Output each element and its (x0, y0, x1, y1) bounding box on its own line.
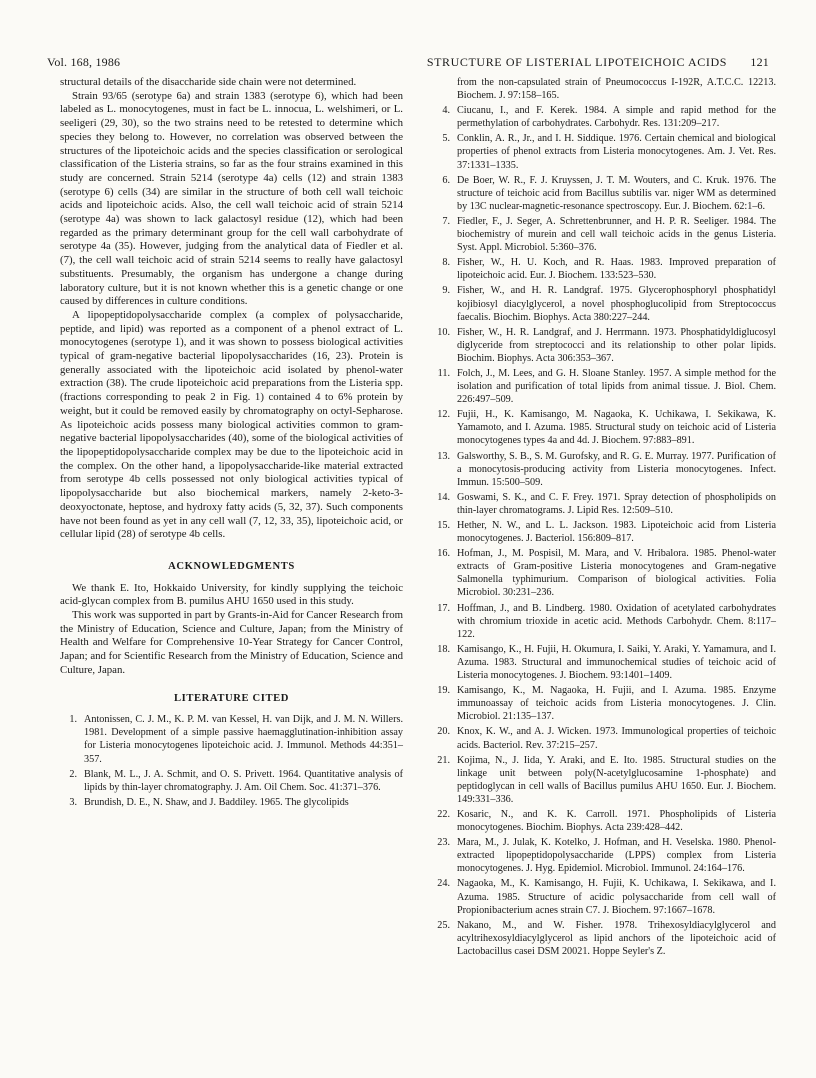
reference-item: 1. Antonissen, C. J. M., K. P. M. van Kessel, H. van Dijk, and J. M. N. Willers. 1981. Development of a simple passive haemagglutination-inhibition assay for Listeria monocytogenes lipoteichoic acid. J. Immunol. Methods 44:351–357. (69, 714, 403, 765)
reference-item: 19. Kamisango, K., M. Nagaoka, H. Fujii, and I. Azuma. 1985. Enzyme immunoassay of teichoic acids from Listeria monocytogenes. J. Clin. Microbiol. 21:135–137. (437, 685, 776, 723)
reference-item: 14. Goswami, S. K., and C. F. Frey. 1971. Spray detection of phospholipids on thin-layer chromatograms. J. Lipid Res. 12:509–510. (437, 491, 776, 516)
reference-list-left (60, 713, 403, 809)
reference-item: 6. De Boer, W. R., F. J. Kruyssen, J. T. M. Wouters, and C. Kruk. 1976. The structure of teichoic acid from Bacillus subtilis var. niger WM as determined by 13C nuclear-magnetic-resonance spectroscopy. Eur. J. Biochem. 62:1–6. (442, 174, 776, 212)
reference-item: 4. Ciucanu, I., and F. Kerek. 1984. A simple and rapid method for the permethylation of carbohydrates. Carbohydr. Res. 131:209–217. (442, 105, 776, 130)
reference-item: 11. Folch, J., M. Lees, and G. H. Sloane Stanley. 1957. A simple method for the isolation and purification of total lipids from animal tissue. J. Biol. Chem. 226:497–509. (437, 367, 776, 406)
body-paragraph-2: Strain 93/65 (serotype 6a) and strain 1383 (serotype 6), which had been labeled as L. monocytogenes, must in fact be L. innocua, L. welshimeri, or L. seeligeri (29, 30), so the two strains need to be retested to determine which species they belong to. However, no correlation was observed between the structures of the lipoteichoic acids and the species classification or serological classification of the Listeria strains, so far as the four strains examined in this study are concerned. Strain 5214 (serotype 4a) cells (12) and strain 1383 (serotype 6) cells (34) are similar in the structure of both cell wall teichoic acids and lipoteichoic acids. Also, the cell wall teichoic acid of strain 5214 (serotype 4a) was shown to lack galactosyl residue (12), which had been regarded as the primary determinant group for the cell wall carbohydrate of serotype 4a (35). However, judging from the analytical data of Fiedler et al. (7), the cell wall teichoic acid of strain 5214 seems to really have galactosyl substituents. Presumably, the organism has undergone a change during laboratory culture, but it is not known whether this is a genetic change or one caused by differences in culture conditions. (60, 89, 403, 308)
reference-item: 9. Fisher, W., and H. R. Landgraf. 1975. Glycerophosphoryl phosphatidyl kojibiosyl diacylglycerol, a novel phosphoglucolipid from Streptococcus faecalis. Biochim. Biophys. Acta 380:227–244. (442, 285, 776, 323)
reference-item: 24. Nagaoka, M., K. Kamisango, H. Fujii, K. Uchikawa, I. Sekikawa, and I. Azuma. 1985. Structure of acidic polysaccharide from cell wall of Propionibacterium acnes strain C7. J. Biochem. 97:1667–1678. (437, 878, 776, 916)
reference-list-right (433, 76, 776, 958)
reference-item: 17. Hoffman, J., and B. Lindberg. 1980. Oxidation of acetylated carbohydrates with chromium trioxide in acetic acid. Methods Carbohydr. Chem. 8:117–122. (437, 602, 776, 640)
volume-label: Vol. 168, 1986 (47, 55, 121, 69)
running-header (47, 55, 769, 73)
body-paragraph-3: A lipopeptidopolysaccharide complex (a complex of polysaccharide, peptide, and lipid) was reported as a component of a phenol extract of L. monocytogenes (serotype 1), and it was shown to possess biological activities typical of gram-negative bacterial lipopolysaccharides (16, 23). Protein is generally associated with the lipoteichoic acid isolated by phenol-water extraction (38). The crude lipoteichoic acid preparations from the Listeria spp. (fractions corresponding to peak 2 in Fig. 1) contained 4 to 6% protein by weight, but it could be removed easily by chromatography on octyl-Sepharose. As lipoteichoic acids possess many biological activities common to gram-negative bacterial lipopolysaccharides (40), some of the biological activities of the lipopeptidopolysaccharide complex may be due to the lipoteichoic acid in the complex. On the other hand, a lipopolysaccharide-like material extracted from serotype 4b cells possessed not only biological activities typical of lipopolysaccharide but also biochemical markers, namely 2-keto-3-deoxyoctonate, heptose, and hydroxy fatty acids (5, 32, 37). Such components have not been found as yet in any cell wall (7, 12, 33, 35), lipoteichoic acid, or cellular lipid (28) of serotype 4b cells. (60, 308, 403, 541)
right-column (433, 76, 776, 960)
reference-item: 20. Knox, K. W., and A. J. Wicken. 1973. Immunological properties of teichoic acids. Bacteriol. Rev. 37:215–257. (437, 726, 776, 751)
reference-item: 8. Fisher, W., H. U. Koch, and R. Haas. 1983. Improved preparation of lipoteichoic acid. Eur. J. Biochem. 133:523–530. (442, 257, 776, 282)
reference-item: 23. Mara, M., J. Julak, K. Kotelko, J. Hofman, and H. Veselska. 1980. Phenol-extracted lipopeptidopolysaccharide (LPPS) complex from Listeria monocytogenes. J. Hyg. Epidemiol. Microbiol. Immunol. 24:164–176. (437, 837, 776, 875)
reference-item: 2. Blank, M. L., J. A. Schmit, and O. S. Privett. 1964. Quantitative analysis of lipids by thin-layer chromatography. J. Am. Oil Chem. Soc. 41:371–376. (69, 768, 403, 793)
page-number: 121 (750, 55, 769, 69)
acknowledgments-heading: ACKNOWLEDGMENTS (168, 560, 295, 572)
reference-item: 25. Nakano, M., and W. Fisher. 1978. Trihexosyldiacylglycerol and acyltrihexosyldiacylglycerol as lipid anchors of the lipoteichoic acid of Lactobacillus casei DSM 20021. Hoppe Seyler's Z. (437, 919, 776, 957)
acknowledgments-paragraph-1: We thank E. Ito, Hokkaido University, for kindly supplying the teichoic acid-glycan complex from B. pumilus AHU 1650 used in this study. (60, 581, 403, 608)
running-title: STRUCTURE OF LISTERIAL LIPOTEICHOIC ACIDS (426, 55, 727, 69)
left-column (60, 76, 403, 811)
reference-item: 12. Fujii, H., K. Kamisango, M. Nagaoka, K. Uchikawa, I. Sekikawa, K. Yamamoto, and I. Azuma. 1985. Structural study on teichoic acid of Listeria monocytogenes types 4a and 4d. J. Biochem. 97:883–891. (437, 409, 776, 447)
reference-item: 15. Hether, N. W., and L. L. Jackson. 1983. Lipoteichoic acid from Listeria monocytogenes. J. Bacteriol. 156:809–817. (437, 520, 776, 545)
reference-item: 22. Kosaric, N., and K. K. Carroll. 1971. Phospholipids of Listeria monocytogenes. Biochim. Biophys. Acta 239:428–442. (437, 808, 776, 834)
reference-item: 7. Fiedler, F., J. Seger, A. Schrettenbrunner, and H. P. R. Seeliger. 1984. The biochemistry of murein and cell wall teichoic acids in the genus Listeria. Syst. Appl. Microbiol. 5:360–376. (442, 215, 776, 254)
reference-continuation: from the non-capsulated strain of Pneumococcus I-192R, A.T.C.C. 12213. Biochem. J. 97:158–165. (457, 77, 776, 102)
literature-cited-heading: LITERATURE CITED (173, 692, 290, 704)
reference-item: 16. Hofman, J., M. Pospisil, M. Mara, and V. Hribalora. 1985. Phenol-water extracts of Gram-positive Listeria monocytogenes and Gram-negative Salmonella typhimurium. Comparison of biological activities. Folia Microbiol. 30:231–236. (437, 548, 776, 599)
acknowledgments-paragraph-2: This work was supported in part by Grants-in-Aid for Cancer Research from the Ministry of Education, Science and Culture, Japan; from the Ministry of Health and Welfare for Comprehensive 10-Year Strategy for Cancer Control, Japan; and for Scientific Research from the Ministry of Education, Science and Culture, Japan. (60, 609, 403, 676)
reference-item: 10. Fisher, W., H. R. Landgraf, and J. Herrmann. 1973. Phosphatidyldiglucosyl diglyceride from streptococci and its relationship to other polar lipids. Biochim. Biophys. Acta 306:353–367. (437, 326, 776, 364)
reference-item: 13. Galsworthy, S. B., S. M. Gurofsky, and R. G. E. Murray. 1977. Purification of a monocytosis-producing activity from Listeria monocytogenes. Infect. Immun. 15:500–509. (437, 450, 776, 488)
reference-item: 18. Kamisango, K., H. Fujii, H. Okumura, I. Saiki, Y. Araki, Y. Yamamura, and I. Azuma. 1983. Structural and immunochemical studies of teichoic acid of Listeria monocytogenes. J. Biochem. 93:1401–1409. (437, 643, 776, 682)
body-paragraph-1: structural details of the disaccharide side chain were not determined. (60, 76, 357, 88)
reference-item: 3. Brundish, D. E., N. Shaw, and J. Baddiley. 1965. The glycolipids (69, 796, 349, 808)
reference-item: 5. Conklin, A. R., Jr., and I. H. Siddique. 1976. Certain chemical and biological properties of phenol extracts from Listeria monocytogenes. Am. J. Vet. Res. 37:1331–1335. (442, 133, 776, 171)
reference-item: 21. Kojima, N., J. Iida, Y. Araki, and E. Ito. 1985. Structural studies on the linkage unit between poly(N-acetylglucosamine 1-phosphate) and peptidoglycan in cell walls of Bacillus pumilus AHU 1650. Eur. J. Biochem. 149:331–336. (437, 754, 776, 805)
